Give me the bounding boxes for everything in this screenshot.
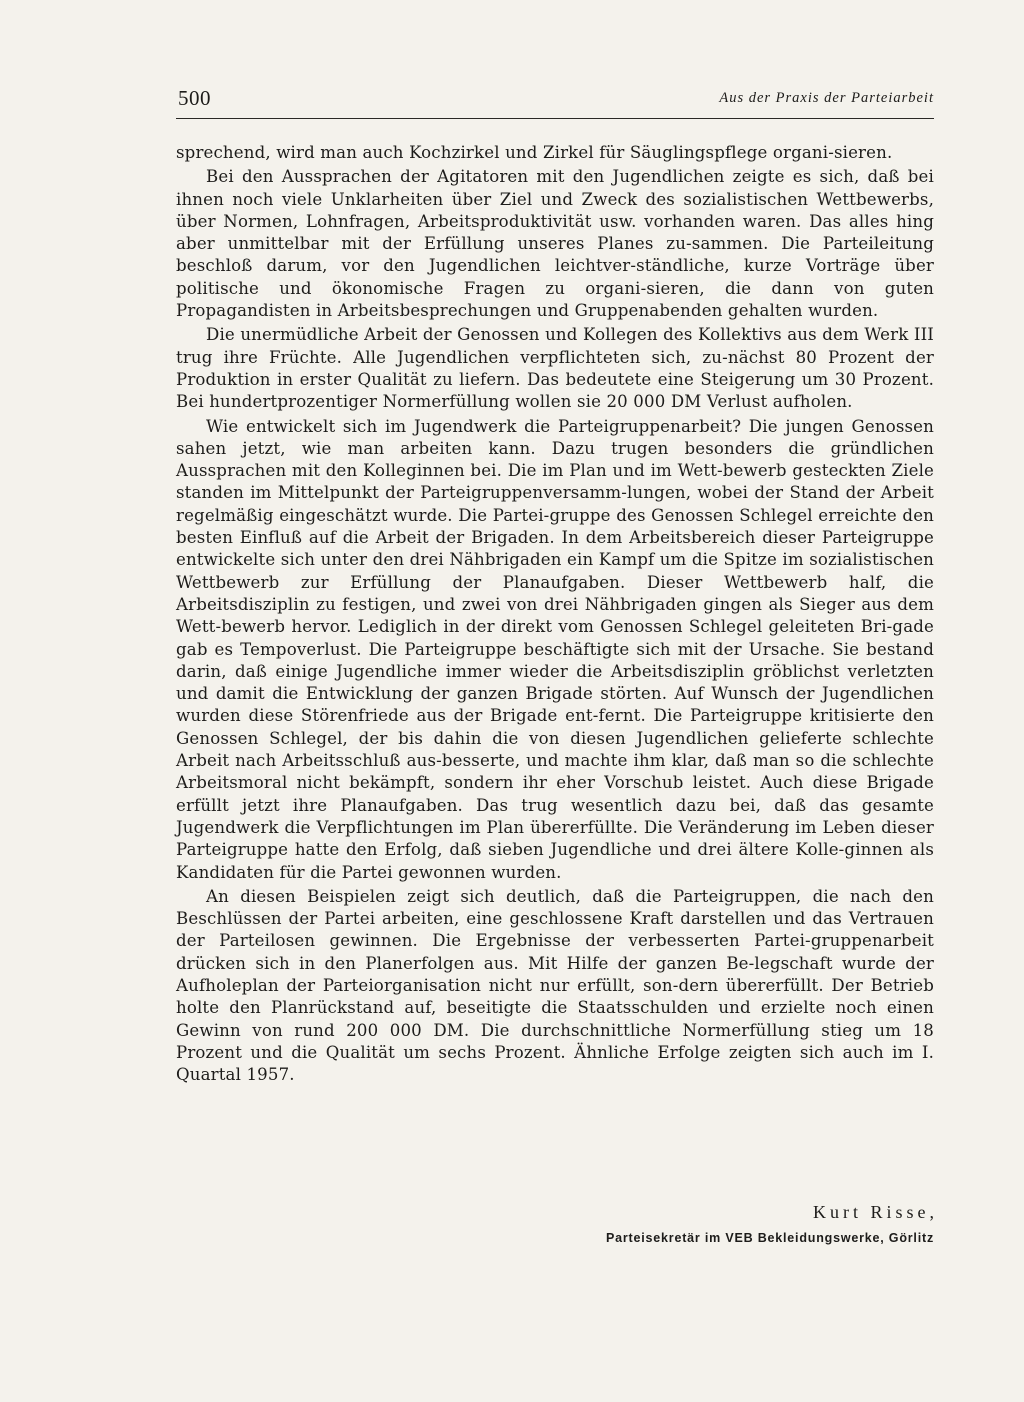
paragraph: An diesen Beispielen zeigt sich deutlich, daß die Parteigruppen, die nach den Beschlüssen der Partei arbeiten, eine geschlossene Kraft darstellen und das Vertrauen der Parteilosen gewinnen. Die Ergebnisse der verbesserten Partei-gruppenarbeit drücken sich in den Planerfolgen aus. Mit Hilfe der ganzen Be-legschaft wurde der Aufholeplan der Parteiorganisation nicht nur erfüllt, son-dern übererfüllt. Der Betrieb holte den Planrückstand auf, beseitigte die Staatsschulden und erzielte noch einen Gewinn von rund 200 000 DM. Die durchschnittliche Normerfüllung stieg um 18 Prozent und die Qualität um sechs Prozent. Ähnliche Erfolge zeigten sich auch im I. Quartal 1957. [176,886,934,1085]
paragraph: Bei den Aussprachen der Agitatoren mit den Jugendlichen zeigte es sich, daß bei ihnen noch viele Unklarheiten über Ziel und Zweck des sozialistischen Wettbewerbs, über Normen, Lohnfragen, Arbeitsproduktivität usw. vorhanden waren. Das alles hing aber unmittelbar mit der Erfüllung unseres Planes zu-sammen. Die Parteileitung beschloß darum, vor den Jugendlichen leichtver-ständliche, kurze Vorträge über politische und ökonomische Fragen zu organi-sieren, die dann von guten Propagandisten in Arbeitsbesprechungen und Gruppenabenden gehalten wurden. [176,167,934,321]
article-body [176,142,934,1088]
paragraph: Wie entwickelt sich im Jugendwerk die Parteigruppenarbeit? Die jungen Genossen sahen jetzt, wie man arbeiten kann. Dazu trugen besonders die gründlichen Aussprachen mit den Kolleginnen bei. Die im Plan und im Wett-bewerb gesteckten Ziele standen im Mittelpunkt der Parteigruppenversamm-lungen, wobei der Stand der Arbeit regelmäßig eingeschätzt wurde. Die Partei-gruppe des Genossen Schlegel erreichte den besten Einfluß auf die Arbeit der Brigaden. In dem Arbeitsbereich dieser Parteigruppe entwickelte sich unter den drei Nähbrigaden ein Kampf um die Spitze im sozialistischen Wettbewerb zur Erfüllung der Planaufgaben. Dieser Wettbewerb half, die Arbeitsdisziplin zu festigen, und zwei von drei Nähbrigaden gingen als Sieger aus dem Wett-bewerb hervor. Lediglich in der direkt vom Genossen Schlegel geleiteten Bri-gade gab es Tempoverlust. Die Parteigruppe beschäftigte sich mit der Ursache. Sie bestand darin, daß einige Jugendliche immer wieder die Arbeitsdisziplin gröblichst verletzten und damit die Entwicklung der ganzen Brigade störten. Auf Wunsch der Jugendlichen wurden diese Störenfriede aus der Brigade ent-fernt. Die Parteigruppe kritisierte den Genossen Schlegel, der bis dahin die von diesen Jugendlichen gelieferte schlechte Arbeit nach Arbeitsschluß aus-besserte, und machte ihm klar, daß man so die schlechte Arbeitsmoral nicht bekämpft, sondern ihr eher Vorschub leistet. Auch diese Brigade erfüllt jetzt ihre Planaufgaben. Das trug wesentlich dazu bei, daß das gesamte Jugendwerk die Verpflichtungen im Plan übererfüllte. Die Veränderung im Leben dieser Parteigruppe hatte den Erfolg, daß sieben Jugendliche und drei ältere Kolle-ginnen als Kandidaten für die Partei gewonnen wurden. [176,416,934,882]
page-number: 500 [178,86,211,110]
author-role: Parteisekretär im VEB Bekleidungswerke, Görlitz [606,1231,934,1245]
author-name: Kurt Risse, [813,1202,938,1222]
paragraph: Die unermüdliche Arbeit der Genossen und Kollegen des Kollektivs aus dem Werk III trug ihre Früchte. Alle Jugendlichen verpflichteten sich, zu-nächst 80 Prozent der Produktion in erster Qualität zu liefern. Das bedeutete eine Steigerung um 30 Prozent. Bei hundertprozentiger Normerfüllung wollen sie 20 000 DM Verlust aufholen. [176,325,934,412]
page-header [176,84,934,119]
running-head: Aus der Praxis der Parteiarbeit [719,90,934,106]
paragraph-continuation: sprechend, wird man auch Kochzirkel und Zirkel für Säuglingspflege organi-sieren. [176,143,893,162]
author-signature [606,1202,938,1245]
